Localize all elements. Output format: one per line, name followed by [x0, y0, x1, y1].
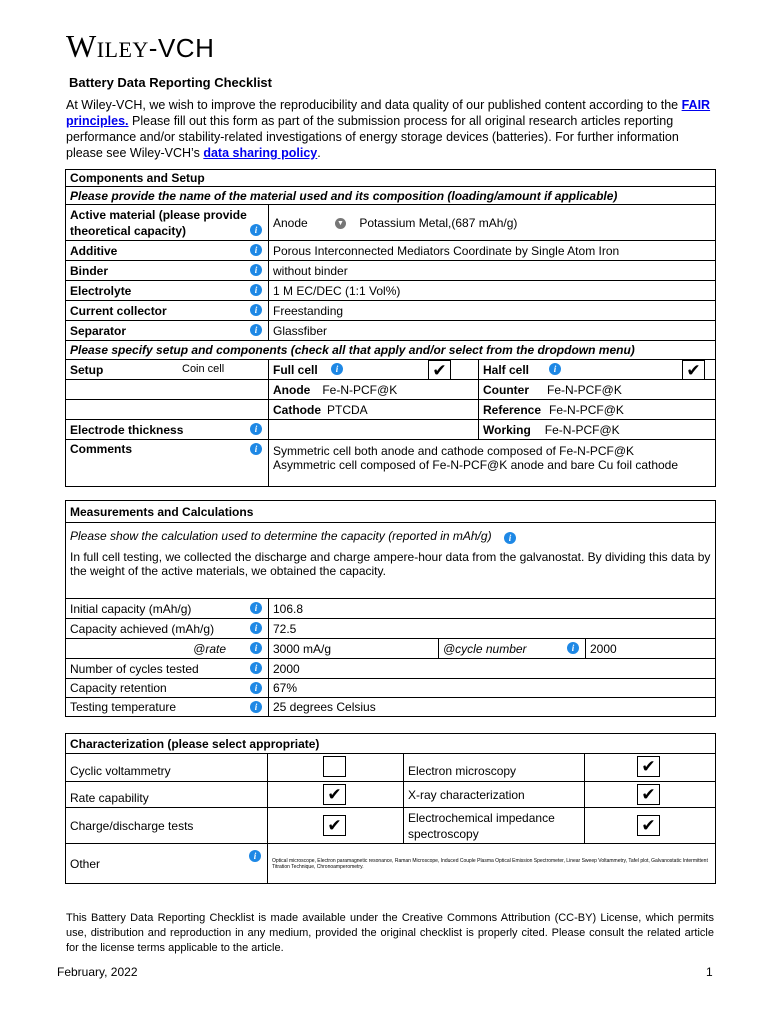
separator-field[interactable]: Glassfiber	[269, 321, 716, 341]
info-icon[interactable]: i	[250, 264, 262, 276]
active-type-value[interactable]: Anode	[273, 215, 308, 230]
rate-label	[66, 639, 269, 659]
logo-separator: -	[148, 33, 158, 63]
active-material-label	[66, 205, 269, 241]
empty-cell	[66, 400, 269, 420]
active-material-label-text: Active material (please provide theoretical capacity)	[70, 207, 247, 238]
measurements-table	[65, 500, 716, 717]
electrode-thickness-field[interactable]	[269, 420, 479, 440]
page-number: 1	[706, 965, 713, 979]
separator-label	[66, 321, 269, 341]
reference-value[interactable]: Fe-N-PCF@K	[549, 402, 624, 417]
counter-label: Counter	[483, 382, 529, 397]
cycles-tested-label	[66, 659, 269, 679]
info-icon[interactable]: i	[331, 363, 343, 375]
info-icon[interactable]: i	[567, 642, 579, 654]
x-ray-cell	[585, 782, 716, 808]
electron-microscopy-cell	[585, 754, 716, 782]
rate-capability-cell	[268, 782, 404, 808]
half-cell-label: Half cell	[483, 362, 530, 377]
cyclic-voltammetry-checkbox[interactable]	[323, 756, 346, 777]
active-material-value[interactable]: Potassium Metal,(687 mAh/g)	[359, 215, 518, 230]
reference-cell	[479, 400, 716, 420]
working-label: Working	[483, 422, 531, 437]
rate-capability-label: Rate capability	[66, 782, 268, 808]
setup-row-label	[66, 360, 269, 380]
capacity-achieved-label-text: Capacity achieved (mAh/g)	[70, 621, 215, 636]
additive-label	[66, 241, 269, 261]
intro-paragraph	[66, 97, 716, 161]
counter-cell	[479, 380, 716, 400]
current-collector-field[interactable]: Freestanding	[269, 301, 716, 321]
electrode-thickness-label	[66, 420, 269, 440]
charge-discharge-label: Charge/discharge tests	[66, 808, 268, 844]
current-collector-label	[66, 301, 269, 321]
capacity-retention-label-text: Capacity retention	[70, 681, 167, 695]
capacity-achieved-label	[66, 619, 269, 639]
cycle-number-label	[439, 639, 586, 659]
x-ray-label: X-ray characterization	[404, 782, 585, 808]
info-icon[interactable]: i	[250, 443, 262, 455]
info-icon[interactable]: i	[250, 701, 262, 713]
binder-label-text: Binder	[70, 263, 109, 278]
info-icon[interactable]: i	[250, 682, 262, 694]
rate-capability-checkbox[interactable]: ✔	[323, 784, 346, 805]
comments-label-text: Comments	[70, 442, 133, 456]
info-icon[interactable]: i	[250, 224, 262, 236]
info-icon[interactable]: i	[549, 363, 561, 375]
cyclic-voltammetry-cell	[268, 754, 404, 782]
info-icon[interactable]: i	[250, 662, 262, 674]
full-cell-checkbox[interactable]: ✔	[428, 360, 451, 380]
eis-label: Electrochemical impedance spectroscopy	[404, 808, 585, 844]
fair-principles-link[interactable]: FAIR principles.	[66, 98, 711, 128]
info-icon[interactable]: i	[250, 324, 262, 336]
empty-cell	[66, 380, 269, 400]
document-title: Battery Data Reporting Checklist	[69, 75, 272, 90]
electron-microscopy-label: Electron microscopy	[404, 754, 585, 782]
active-material-field[interactable]	[269, 205, 716, 241]
info-icon[interactable]: i	[249, 850, 261, 862]
characterization-heading: Characterization (please select appropriate)	[66, 734, 716, 754]
capacity-retention-field[interactable]: 67%	[269, 679, 716, 698]
comments-label	[66, 440, 269, 487]
comments-field[interactable]	[269, 440, 716, 487]
cathode-value[interactable]: PTCDA	[327, 402, 368, 417]
info-icon[interactable]: i	[250, 284, 262, 296]
half-cell-cell	[479, 360, 716, 380]
electrolyte-label-text: Electrolyte	[70, 283, 132, 298]
components-instruction: Please provide the name of the material used and its composition (loading/amount if applicable)	[66, 187, 716, 205]
info-icon[interactable]: i	[250, 304, 262, 316]
full-cell-cell	[269, 360, 479, 380]
electron-microscopy-checkbox[interactable]: ✔	[637, 756, 660, 777]
electrolyte-label	[66, 281, 269, 301]
separator-label-text: Separator	[70, 323, 127, 338]
comments-line-1: Symmetric cell both anode and cathode composed of Fe-N-PCF@K	[273, 444, 635, 458]
setup-instruction: Please specify setup and components (check all that apply and/or select from the dropdown menu)	[66, 341, 716, 360]
other-label	[66, 844, 268, 884]
cycle-number-field[interactable]: 2000	[586, 639, 716, 659]
rate-label-text: @rate	[193, 641, 226, 656]
setup-label: Setup	[70, 362, 104, 377]
comments-line-2: Asymmetric cell composed of Fe-N-PCF@K anode and bare Cu foil cathode	[273, 458, 679, 472]
footer-date: February, 2022	[57, 965, 138, 979]
logo-wiley: Wiley	[66, 28, 149, 64]
x-ray-checkbox[interactable]: ✔	[637, 784, 660, 805]
dropdown-icon[interactable]: ▼	[335, 218, 346, 229]
cycle-number-label-text: @cycle number	[443, 641, 527, 656]
calculation-text[interactable]: In full cell testing, we collected the discharge and charge ampere-hour data from the galvanostat. By dividing this data by the weight of the active materials, we obtained the capacity.	[70, 550, 711, 578]
calculation-cell	[66, 523, 716, 599]
cathode-cell	[269, 400, 479, 420]
wiley-vch-logo	[66, 28, 214, 65]
cycles-tested-label-text: Number of cycles tested	[70, 661, 199, 676]
data-sharing-policy-link[interactable]: data sharing policy	[203, 146, 318, 160]
cathode-label: Cathode	[273, 402, 321, 417]
charge-discharge-checkbox[interactable]: ✔	[323, 815, 346, 836]
info-icon[interactable]: i	[250, 622, 262, 634]
license-text: This Battery Data Reporting Checklist is made available under the Creative Commons Attribution (CC-BY) License, which permits use, distribution and reproduction in any medium, provided the original checklist is properly cited. Please consult the related article for the license terms applicable to the article.	[66, 912, 714, 954]
logo-vch: VCH	[157, 33, 215, 63]
additive-label-text: Additive	[70, 243, 118, 258]
components-setup-table	[65, 169, 716, 487]
current-collector-label-text: Current collector	[70, 303, 167, 318]
charge-discharge-cell	[268, 808, 404, 844]
cyclic-voltammetry-label: Cyclic voltammetry	[66, 754, 268, 782]
info-icon[interactable]: i	[250, 244, 262, 256]
components-heading: Components and Setup	[66, 170, 716, 187]
testing-temperature-field[interactable]: 25 degrees Celsius	[269, 698, 716, 717]
characterization-table	[65, 733, 716, 884]
testing-temperature-label-text: Testing temperature	[70, 700, 177, 714]
anode-cell	[269, 380, 479, 400]
capacity-achieved-field[interactable]: 72.5	[269, 619, 716, 639]
anode-value[interactable]: Fe-N-PCF@K	[322, 382, 398, 397]
full-cell-label: Full cell	[273, 362, 318, 377]
info-icon[interactable]: i	[250, 423, 262, 435]
binder-label	[66, 261, 269, 281]
intro-text-3: .	[317, 146, 321, 160]
intro-text-1: At Wiley-VCH, we wish to improve the reproducibility and data quality of our published content according to the	[66, 98, 682, 112]
info-icon[interactable]: i	[250, 602, 262, 614]
binder-field[interactable]: without binder	[269, 261, 716, 281]
eis-cell	[585, 808, 716, 844]
initial-capacity-label	[66, 599, 269, 619]
counter-value[interactable]: Fe-N-PCF@K	[547, 382, 622, 397]
working-value[interactable]: Fe-N-PCF@K	[544, 422, 620, 437]
testing-temperature-label	[66, 698, 269, 717]
initial-capacity-label-text: Initial capacity (mAh/g)	[70, 601, 192, 616]
measurements-heading: Measurements and Calculations	[66, 501, 716, 523]
reference-label: Reference	[483, 402, 542, 417]
cycles-tested-field[interactable]: 2000	[269, 659, 716, 679]
electrode-thickness-label-text: Electrode thickness	[70, 422, 184, 437]
rate-field[interactable]: 3000 mA/g	[269, 639, 439, 659]
intro-text-2: Please fill out this form as part of the submission process for all original research articles reporting performance and/or stability-related investigations of energy storage devices (batteries). For further information please see Wiley-VCH’s	[66, 114, 679, 160]
eis-checkbox[interactable]: ✔	[637, 815, 660, 836]
setup-value[interactable]: Coin cell	[182, 363, 225, 375]
anode-label: Anode	[273, 382, 311, 397]
electrolyte-field[interactable]: 1 M EC/DEC (1:1 Vol%)	[269, 281, 716, 301]
info-icon[interactable]: i	[250, 642, 262, 654]
calculation-instruction: Please show the calculation used to determine the capacity (reported in mAh/g)	[70, 529, 492, 543]
other-field[interactable]: Optical microscope, Electron paramagnetic resonance, Raman Microscope, Induced Couple Plasma Optical Emission Spectrometer, Linear Sweep Voltammetry, Tafel plot, Galvanostatic Intermittent Titration Technique, Chronoamperometry.	[268, 844, 716, 884]
additive-field[interactable]: Porous Interconnected Mediators Coordinate by Single Atom Iron	[269, 241, 716, 261]
capacity-retention-label	[66, 679, 269, 698]
info-icon[interactable]: i	[504, 532, 516, 544]
other-label-text: Other	[70, 856, 101, 871]
initial-capacity-field[interactable]: 106.8	[269, 599, 716, 619]
half-cell-checkbox[interactable]: ✔	[682, 360, 705, 380]
working-cell	[479, 420, 716, 440]
